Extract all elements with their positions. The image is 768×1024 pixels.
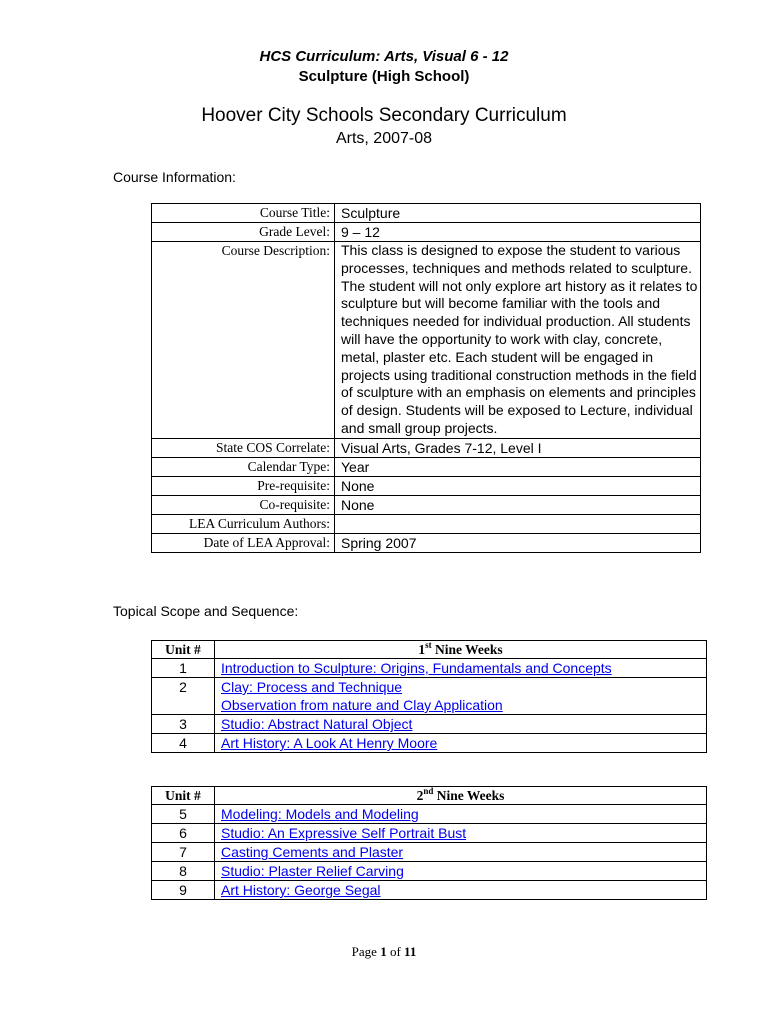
unit-number: 3: [152, 715, 215, 734]
unit-number: 7: [152, 843, 215, 862]
document-header-line1: HCS Curriculum: Arts, Visual 6 - 12: [259, 48, 509, 65]
unit-column-header: Unit #: [152, 641, 215, 659]
info-value: 9 – 12: [335, 223, 701, 242]
unit-number: 4: [152, 734, 215, 753]
info-row-course-description: [152, 242, 701, 439]
page-footer: [0, 944, 768, 960]
info-row-co-requisite: [152, 495, 701, 514]
info-row-pre-requisite: [152, 476, 701, 495]
total-page-count: 11: [404, 944, 417, 959]
document-header-line2: Sculpture (High School): [298, 68, 470, 85]
info-row-calendar-type: [152, 457, 701, 476]
info-label: LEA Curriculum Authors:: [152, 514, 335, 533]
unit-number: 1: [152, 659, 215, 678]
course-info-label: Course Information:: [113, 169, 236, 185]
unit-topic-link[interactable]: Art History: George Segal: [221, 882, 381, 898]
info-row-grade-level: [152, 223, 701, 242]
info-row-course-title: [152, 204, 701, 223]
info-value: None: [335, 495, 701, 514]
unit-topic-link[interactable]: Modeling: Models and Modeling: [221, 806, 419, 822]
footer-prefix: Page: [351, 944, 381, 959]
unit-number: 6: [152, 824, 215, 843]
unit-topic-link[interactable]: Introduction to Sculpture: Origins, Fundamentals and Concepts: [221, 660, 612, 676]
first-nine-weeks-table: [151, 640, 707, 753]
unit-topic-link[interactable]: Studio: Plaster Relief Carving: [221, 863, 404, 879]
table-row: [152, 824, 707, 843]
table-header-row: [152, 641, 707, 659]
info-label: Pre-requisite:: [152, 476, 335, 495]
unit-topic-link[interactable]: Casting Cements and Plaster: [221, 844, 404, 860]
scope-sequence-label: Topical Scope and Sequence:: [113, 603, 299, 619]
nine-weeks-header: 1st Nine Weeks: [215, 641, 707, 659]
table-row: [152, 805, 707, 824]
footer-of: of: [386, 944, 405, 959]
second-nine-weeks-table: [151, 786, 707, 900]
unit-topic-link[interactable]: Clay: Process and Technique: [221, 679, 403, 695]
info-row-approval-date: [152, 533, 701, 552]
info-label: State COS Correlate:: [152, 438, 335, 457]
info-value-description: This class is designed to expose the student to various processes, techniques and methods related to sculpture. The student will not only explore art history as it relates to sculpture but will become familiar with the tools and techniques needed for individual production. All students will have the opportunity to work with clay, concrete, metal, plaster etc. Each student will be engaged in projects using traditional construction methods in the field of sculpture with an emphasis on elements and principles of design. Students will be exposed to Lecture, individual and small group projects.: [335, 242, 701, 439]
unit-number: 8: [152, 862, 215, 881]
table-row: [152, 734, 707, 753]
info-value: Sculpture: [335, 204, 701, 223]
info-value: Year: [335, 457, 701, 476]
current-page-number: 1: [380, 944, 387, 959]
info-label: Course Description:: [152, 242, 335, 439]
table-row: [152, 659, 707, 678]
page-title: Hoover City Schools Secondary Curriculum: [201, 105, 567, 126]
info-label: Date of LEA Approval:: [152, 533, 335, 552]
unit-topic-link[interactable]: Observation from nature and Clay Application: [221, 697, 503, 713]
info-row-state-cos: [152, 438, 701, 457]
info-label: Calendar Type:: [152, 457, 335, 476]
info-label: Grade Level:: [152, 223, 335, 242]
table-header-row: [152, 787, 707, 805]
unit-number: 2: [152, 678, 215, 715]
nine-weeks-header: 2nd Nine Weeks: [215, 787, 707, 805]
unit-column-header: Unit #: [152, 787, 215, 805]
unit-number: 5: [152, 805, 215, 824]
table-row: [152, 881, 707, 900]
info-value: Spring 2007: [335, 533, 701, 552]
table-row: [152, 862, 707, 881]
info-label: Course Title:: [152, 204, 335, 223]
unit-topic-link[interactable]: Studio: An Expressive Self Portrait Bust: [221, 825, 467, 841]
info-value: Visual Arts, Grades 7-12, Level I: [335, 438, 701, 457]
info-label: Co-requisite:: [152, 495, 335, 514]
info-value: [335, 514, 701, 533]
unit-topic-link[interactable]: Art History: A Look At Henry Moore: [221, 735, 438, 751]
page-subtitle: Arts, 2007-08: [335, 130, 433, 147]
table-row: [152, 843, 707, 862]
unit-number: 9: [152, 881, 215, 900]
unit-topic-link[interactable]: Studio: Abstract Natural Object: [221, 716, 413, 732]
table-row: [152, 715, 707, 734]
info-row-authors: [152, 514, 701, 533]
info-value: None: [335, 476, 701, 495]
table-row: [152, 678, 707, 715]
course-info-table: [151, 203, 701, 553]
